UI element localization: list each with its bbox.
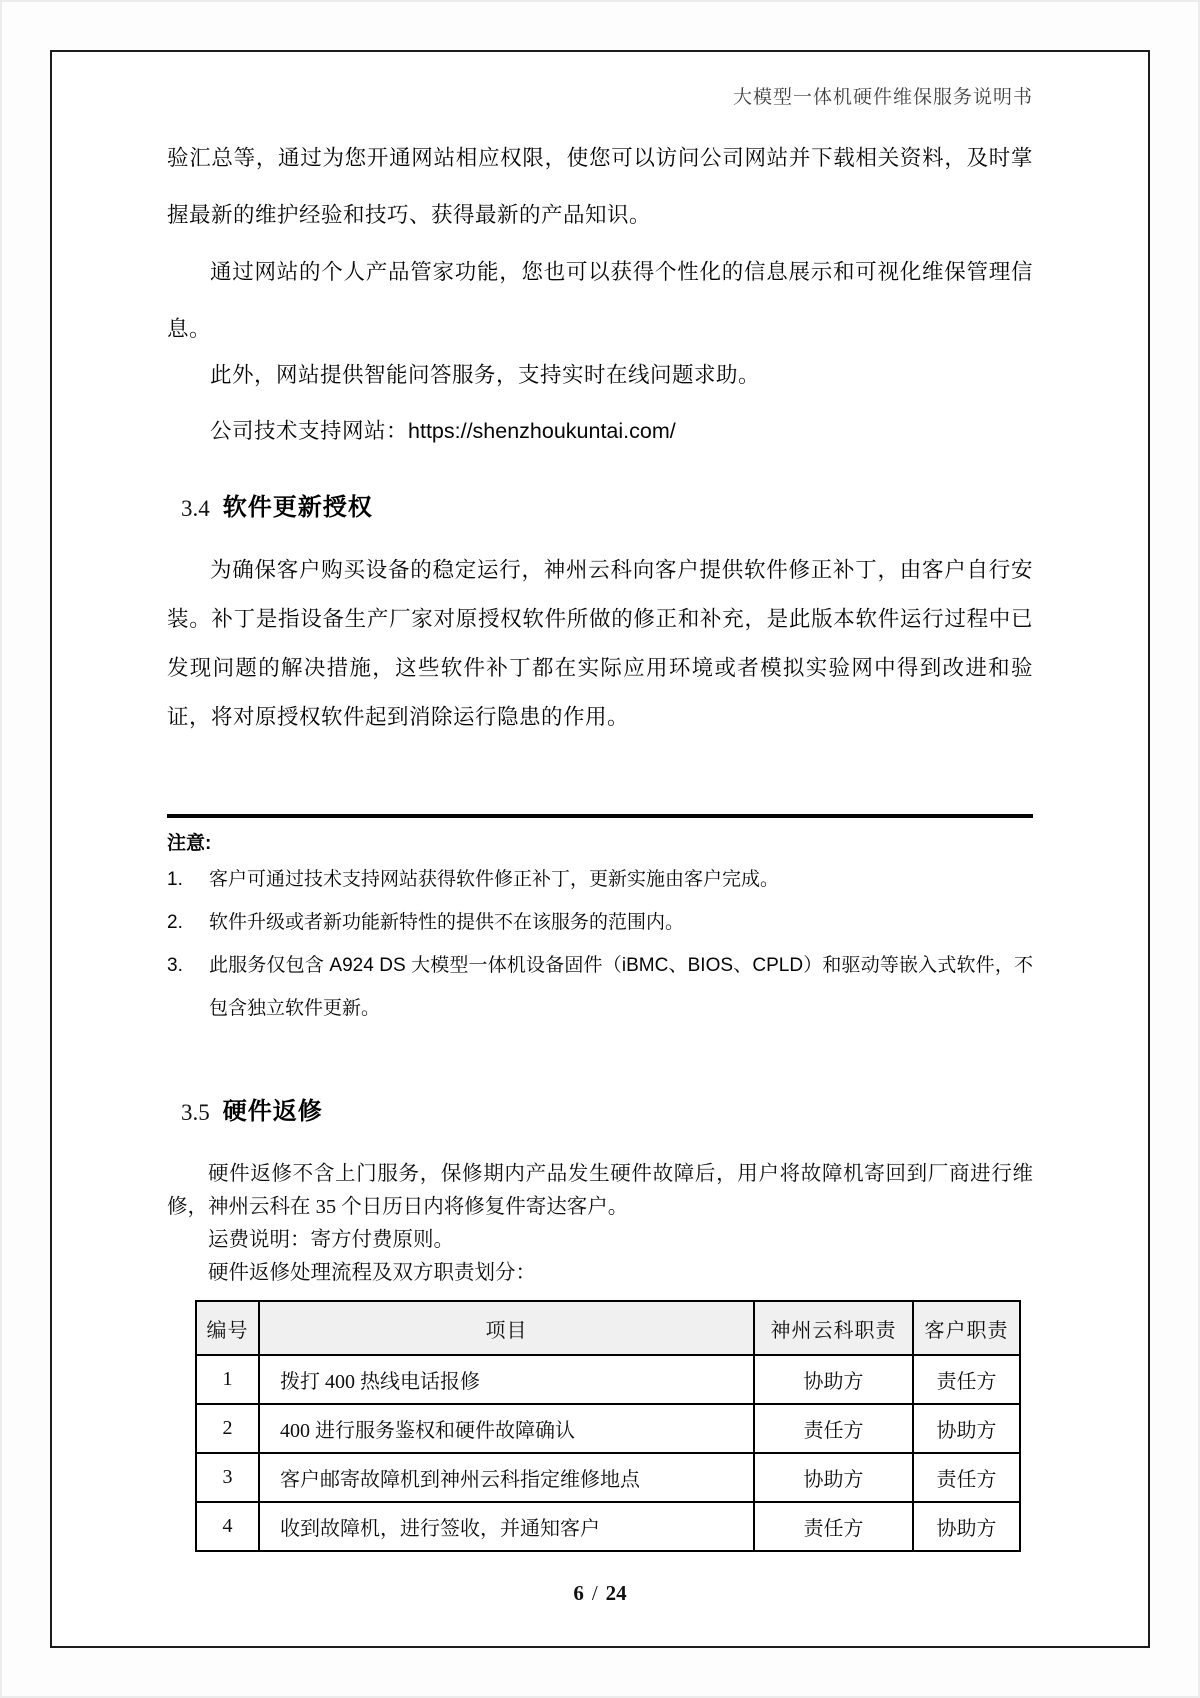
note-item bbox=[167, 858, 1033, 901]
note-number: 3. bbox=[167, 955, 183, 976]
note-item bbox=[167, 901, 1033, 944]
table-row bbox=[196, 1502, 1020, 1551]
note-number: 2. bbox=[167, 912, 183, 933]
table-header-cell: 项目 bbox=[259, 1301, 754, 1355]
table-row bbox=[196, 1355, 1020, 1404]
paragraph-table-intro: 硬件返修处理流程及双方职责划分： bbox=[208, 1262, 536, 1284]
table-cell-no: 1 bbox=[196, 1355, 259, 1404]
support-site-label: 公司技术支持网站： bbox=[210, 419, 409, 443]
page-content bbox=[52, 52, 1148, 1646]
table-row bbox=[196, 1453, 1020, 1502]
table-cell-vendor: 协助方 bbox=[754, 1453, 913, 1502]
table-cell-no: 3 bbox=[196, 1453, 259, 1502]
paragraph-software-update: 为确保客户购买设备的稳定运行，神州云科向客户提供软件修正补丁，由客户自行安装。补丁是指设备生产厂家对原授权软件所做的修正和补充，是此版本软件运行过程中已发现问题的解决措施，这些软件补丁都在实际应用环境或者模拟实验网中得到改进和验证，将对原授权软件起到消除运行隐患的作用。 bbox=[167, 558, 1033, 729]
table-cell-item: 客户邮寄故障机到神州云科指定维修地点 bbox=[259, 1453, 754, 1502]
note-item bbox=[167, 944, 1033, 1030]
table-cell-customer: 责任方 bbox=[913, 1355, 1020, 1404]
divider-rule bbox=[167, 814, 1033, 818]
running-header bbox=[167, 82, 1033, 108]
table-cell-customer: 协助方 bbox=[913, 1404, 1020, 1453]
note-text: 软件升级或者新功能新特性的提供不在该服务的范围内。 bbox=[209, 912, 685, 933]
section-heading-3-4 bbox=[167, 486, 1033, 522]
table-header-cell: 神州云科职责 bbox=[754, 1301, 913, 1355]
section-heading-3-5 bbox=[167, 1090, 1033, 1126]
page-number bbox=[52, 1581, 1148, 1606]
table-cell-customer: 责任方 bbox=[913, 1453, 1020, 1502]
table-cell-vendor: 协助方 bbox=[754, 1355, 913, 1404]
table-cell-item: 400 进行服务鉴权和硬件故障确认 bbox=[259, 1404, 754, 1453]
paragraph-support-site bbox=[167, 406, 1033, 456]
table-cell-item: 拨打 400 热线电话报修 bbox=[259, 1355, 754, 1404]
note-text: 客户可通过技术支持网站获得软件修正补丁，更新实施由客户完成。 bbox=[209, 869, 780, 890]
table-cell-vendor: 责任方 bbox=[754, 1502, 913, 1551]
paragraph-product-manager: 通过网站的个人产品管家功能，您也可以获得个性化的信息展示和可视化维保管理信息。 bbox=[167, 260, 1033, 341]
table-header-row bbox=[196, 1301, 1020, 1355]
table-cell-customer: 协助方 bbox=[913, 1502, 1020, 1551]
page-separator: / bbox=[591, 1581, 598, 1605]
table-cell-no: 2 bbox=[196, 1404, 259, 1453]
table-cell-no: 4 bbox=[196, 1502, 259, 1551]
section-title: 软件更新授权 bbox=[222, 494, 373, 521]
note-label: 注意: bbox=[167, 833, 212, 854]
section-number: 3.5 bbox=[181, 1100, 210, 1125]
support-site-url: https://shenzhoukuntai.com/ bbox=[408, 419, 676, 443]
paragraph-qa-service: 此外，网站提供智能问答服务，支持实时在线问题求助。 bbox=[210, 363, 761, 387]
responsibility-table bbox=[195, 1300, 1021, 1552]
hardware-return-text bbox=[167, 1158, 1033, 1290]
note-text: 此服务仅包含 A924 DS 大模型一体机设备固件（iBMC、BIOS、CPLD）和驱动等嵌入式软件，不包含独立软件更新。 bbox=[209, 955, 1033, 1019]
page-border bbox=[50, 50, 1150, 1648]
paragraph-shipping-fee: 运费说明：寄方付费原则。 bbox=[208, 1229, 454, 1251]
table-header-cell: 客户职责 bbox=[913, 1301, 1020, 1355]
table-header-cell: 编号 bbox=[196, 1301, 259, 1355]
paragraph-overflow: 验汇总等，通过为您开通网站相应权限，使您可以访问公司网站并下载相关资料，及时掌握最新的维护经验和技巧、获得最新的产品知识。 bbox=[167, 146, 1033, 227]
section-title: 硬件返修 bbox=[222, 1098, 323, 1125]
table-cell-item: 收到故障机，进行签收，并通知客户 bbox=[259, 1502, 754, 1551]
note-number: 1. bbox=[167, 869, 183, 890]
table-cell-vendor: 责任方 bbox=[754, 1404, 913, 1453]
section-number: 3.4 bbox=[181, 496, 210, 521]
table-row bbox=[196, 1404, 1020, 1453]
paragraph-return-policy: 硬件返修不含上门服务，保修期内产品发生硬件故障后，用户将故障机寄回到厂商进行维修，神州云科在 35 个日历日内将修复件寄达客户。 bbox=[167, 1163, 1033, 1218]
running-header-title: 大模型一体机硬件维保服务说明书 bbox=[732, 87, 1033, 108]
current-page: 6 bbox=[573, 1581, 584, 1605]
total-pages: 24 bbox=[605, 1581, 627, 1605]
